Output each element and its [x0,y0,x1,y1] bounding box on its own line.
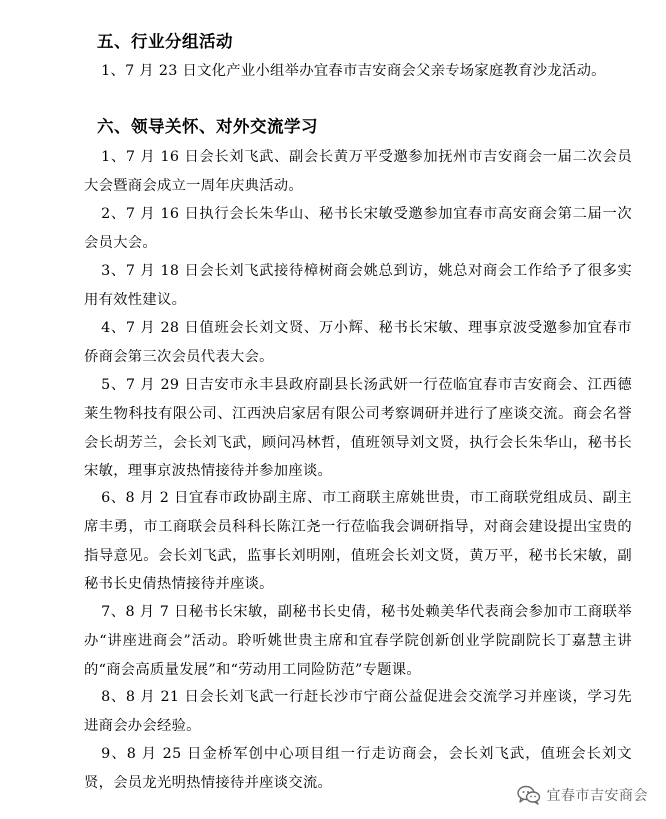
section-heading-5: 五、行业分组活动 [97,32,233,51]
account-watermark [513,783,653,807]
section-5-item-1: 1、7 月 23 日文化产业小组举办宜春市吉安商会父亲专场家庭教育沙龙活动。 [101,63,606,79]
section-6-item-4: 4、7 月 28 日值班会长刘文贤、万小辉、秘书长宋敏、理事京波受邀参加宜春市侨商会第三次会员代表大会。 [84,320,632,365]
section-6-item-9: 9、8 月 25 日金桥军创中心项目组一行走访商会，会长刘飞武，值班会长刘文贤，会员龙光明热情接待并座谈交流。 [84,746,632,791]
section-6-item-2: 2、7 月 16 日执行会长朱华山、秘书长宋敏受邀参加宜春市高安商会第二届一次会员大会。 [84,206,632,251]
section-6-item-7: 7、8 月 7 日秘书长宋敏，副秘书长史倩，秘书处赖美华代表商会参加市工商联举办“讲座进商会”活动。聆听姚世贵主席和宜春学院创新创业学院副院长丁嘉慧主讲的“商会高质量发展”和“劳动用工同险防范”专题课。 [84,604,632,678]
section-6-item-5: 5、7 月 29 日吉安市永丰县政府副县长汤武妍一行莅临宜春市吉安商会、江西德莱生物科技有限公司、江西泱启家居有限公司考察调研并进行了座谈交流。商会名誉会长胡芳兰，会长刘飞武，顾问冯林哲，值班领导刘文贤，执行会长朱华山，秘书长宋敏，理事京波热情接待并参加座谈。 [84,377,632,480]
section-6-item-6: 6、8 月 2 日宜春市政协副主席、市工商联主席姚世贵，市工商联党组成员、副主席丰勇，市工商联会员科科长陈江尧一行莅临我会调研指导，对商会建设提出宝贵的指导意见。会长刘飞武，监事长刘明刚，值班会长刘文贤，黄万平，秘书长宋敏，副秘书长史倩热情接待并座谈。 [84,490,632,593]
section-heading-6: 六、领导关怀、对外交流学习 [97,117,318,136]
watermark-text: 宜春市吉安商会 [546,788,648,804]
section-6-item-1: 1、7 月 16 日会长刘飞武、副会长黄万平受邀参加抚州市吉安商会一届二次会员大会暨商会成立一周年庆典活动。 [84,149,632,194]
section-6-item-3: 3、7 月 18 日会长刘飞武接待樟树商会姚总到访，姚总对商会工作给予了很多实用有效性建议。 [84,263,632,308]
wechat-icon [517,785,541,805]
section-6-item-8: 8、8 月 21 日会长刘飞武一行赶长沙市宁商公益促进会交流学习并座谈，学习先进商会办会经验。 [84,689,632,734]
